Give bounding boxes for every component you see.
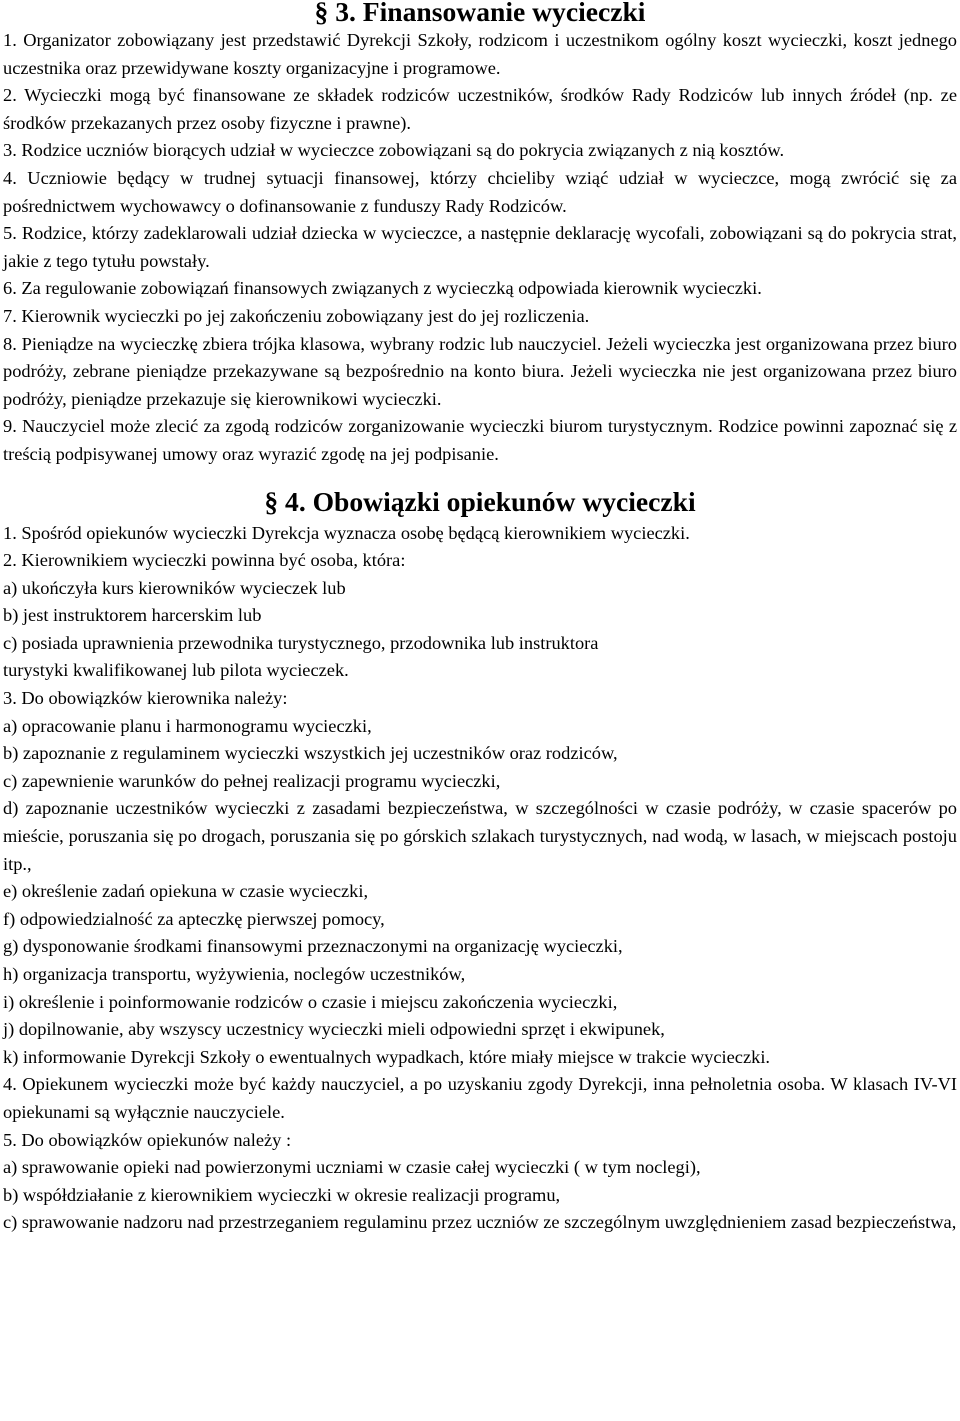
paragraph-3-2: 2. Wycieczki mogą być finansowane ze składek rodziców uczestników, środków Rady Rodziców lub innych źródeł (np. ze środków przekazanych przez osoby fizyczne i prawne). [3, 85, 957, 133]
paragraph-3-1: 1. Organizator zobowiązany jest przedstawić Dyrekcji Szkoły, rodzicom i uczestnikom ogólny koszt wycieczki, koszt jednego uczestnika oraz przewidywane koszty organizacyjne i programowe. [3, 30, 957, 78]
list-item: a) ukończyła kurs kierowników wycieczek lub [3, 577, 346, 598]
list-item: j) dopilnowanie, aby wszyscy uczestnicy wycieczki mieli odpowiedni sprzęt i ekwipunek, [3, 1019, 665, 1040]
paragraph-3-4: 4. Uczniowie będący w trudnej sytuacji finansowej, którzy chcieliby wziąć udział w wycieczce, mogą zwrócić się za pośrednictwem wychowawcy o dofinansowanie z funduszy Rady Rodziców. [3, 167, 957, 216]
list-item: turystyki kwalifikowanej lub pilota wycieczek. [3, 660, 349, 681]
paragraph-4-2: 2. Kierownikiem wycieczki powinna być osoba, która: [3, 550, 406, 571]
paragraph-4-4: 4. Opiekunem wycieczki może być każdy nauczyciel, a po uzyskaniu zgody Dyrekcji, inna pełnoletnia osoba. W klasach IV-VI opiekunami są wyłącznie nauczyciele. [3, 1074, 957, 1122]
list-item: e) określenie zadań opiekuna w czasie wycieczki, [3, 881, 369, 902]
section-4-body [3, 520, 957, 1237]
list-item: d) zapoznanie uczestników wycieczki z zasadami bezpieczeństwa, w szczególności w czasie podróży, w czasie spacerów po mieście, poruszania się po drogach, poruszania się po górskich szlakach turystycznych, nad wodą, w lasach, w miejscach postoju itp., [3, 798, 957, 874]
list-item: c) posiada uprawnienia przewodnika turystycznego, przodownika lub instruktora [3, 632, 599, 653]
section-3-body [3, 27, 957, 469]
list-item: c) sprawowanie nadzoru nad przestrzeganiem regulaminu przez uczniów ze szczególnym uwzględnieniem zasad bezpieczeństwa, [3, 1212, 957, 1233]
paragraph-3-6: 6. Za regulowanie zobowiązań finansowych związanych z wycieczką odpowiada kierownik wycieczki. [3, 278, 762, 299]
list-item: c) zapewnienie warunków do pełnej realizacji programu wycieczki, [3, 770, 501, 791]
list-item: i) określenie i poinformowanie rodziców o czasie i miejscu zakończenia wycieczki, [3, 991, 618, 1012]
list-item: a) sprawowanie opieki nad powierzonymi uczniami w czasie całej wycieczki ( w tym noclegi), [3, 1157, 701, 1178]
list-item: b) jest instruktorem harcerskim lub [3, 605, 262, 626]
paragraph-4-1: 1. Spośród opiekunów wycieczki Dyrekcja wyznacza osobę będącą kierownikiem wycieczki. [3, 522, 690, 543]
paragraph-3-9: 9. Nauczyciel może zlecić za zgodą rodziców zorganizowanie wycieczki biurom turystycznym. Rodzice powinni zapoznać się z treścią podpisywanej umowy oraz wyrazić zgodę na jej podpisanie. [3, 416, 957, 464]
list-item: b) zapoznanie z regulaminem wycieczki wszystkich jej uczestników oraz rodziców, [3, 743, 618, 764]
paragraph-4-5: 5. Do obowiązków opiekunów należy : [3, 1129, 292, 1150]
paragraph-3-7: 7. Kierownik wycieczki po jej zakończeniu zobowiązany jest do jej rozliczenia. [3, 305, 590, 326]
list-item: b) współdziałanie z kierownikiem wycieczki w okresie realizacji programu, [3, 1184, 561, 1205]
section-4-heading: § 4. Obowiązki opiekunów wycieczki [264, 485, 696, 517]
list-item: h) organizacja transportu, wyżywienia, noclegów uczestników, [3, 964, 466, 984]
list-item: g) dysponowanie środkami finansowymi przeznaczonymi na organizację wycieczki, [3, 936, 623, 957]
paragraph-3-5: 5. Rodzice, którzy zadeklarowali udział dziecka w wycieczce, a następnie deklarację wycofali, zobowiązani są do pokrycia strat, jakie z tego tytułu powstały. [3, 223, 957, 271]
list-item: k) informowanie Dyrekcji Szkoły o ewentualnych wypadkach, które miały miejsce w trakcie wycieczki. [3, 1046, 771, 1067]
paragraph-3-8: 8. Pieniądze na wycieczkę zbiera trójka klasowa, wybrany rodzic lub nauczyciel. Jeżeli wycieczka jest organizowana przez biuro podróży, zebrane pieniądze przekazywane są bezpośrednio na konto biura. Jeżeli wycieczka nie jest organizowana przez biuro podróży, pieniądze przekazuje się kierownikowi wycieczki. [3, 333, 957, 409]
paragraph-3-3: 3. Rodzice uczniów biorących udział w wycieczce zobowiązani są do pokrycia związanych z nią kosztów. [3, 140, 785, 161]
list-item: a) opracowanie planu i harmonogramu wycieczki, [3, 715, 372, 736]
paragraph-4-3: 3. Do obowiązków kierownika należy: [3, 688, 288, 709]
list-item: f) odpowiedzialność za apteczkę pierwszej pomocy, [3, 908, 385, 929]
section-3-heading: § 3. Finansowanie wycieczki [314, 0, 646, 27]
